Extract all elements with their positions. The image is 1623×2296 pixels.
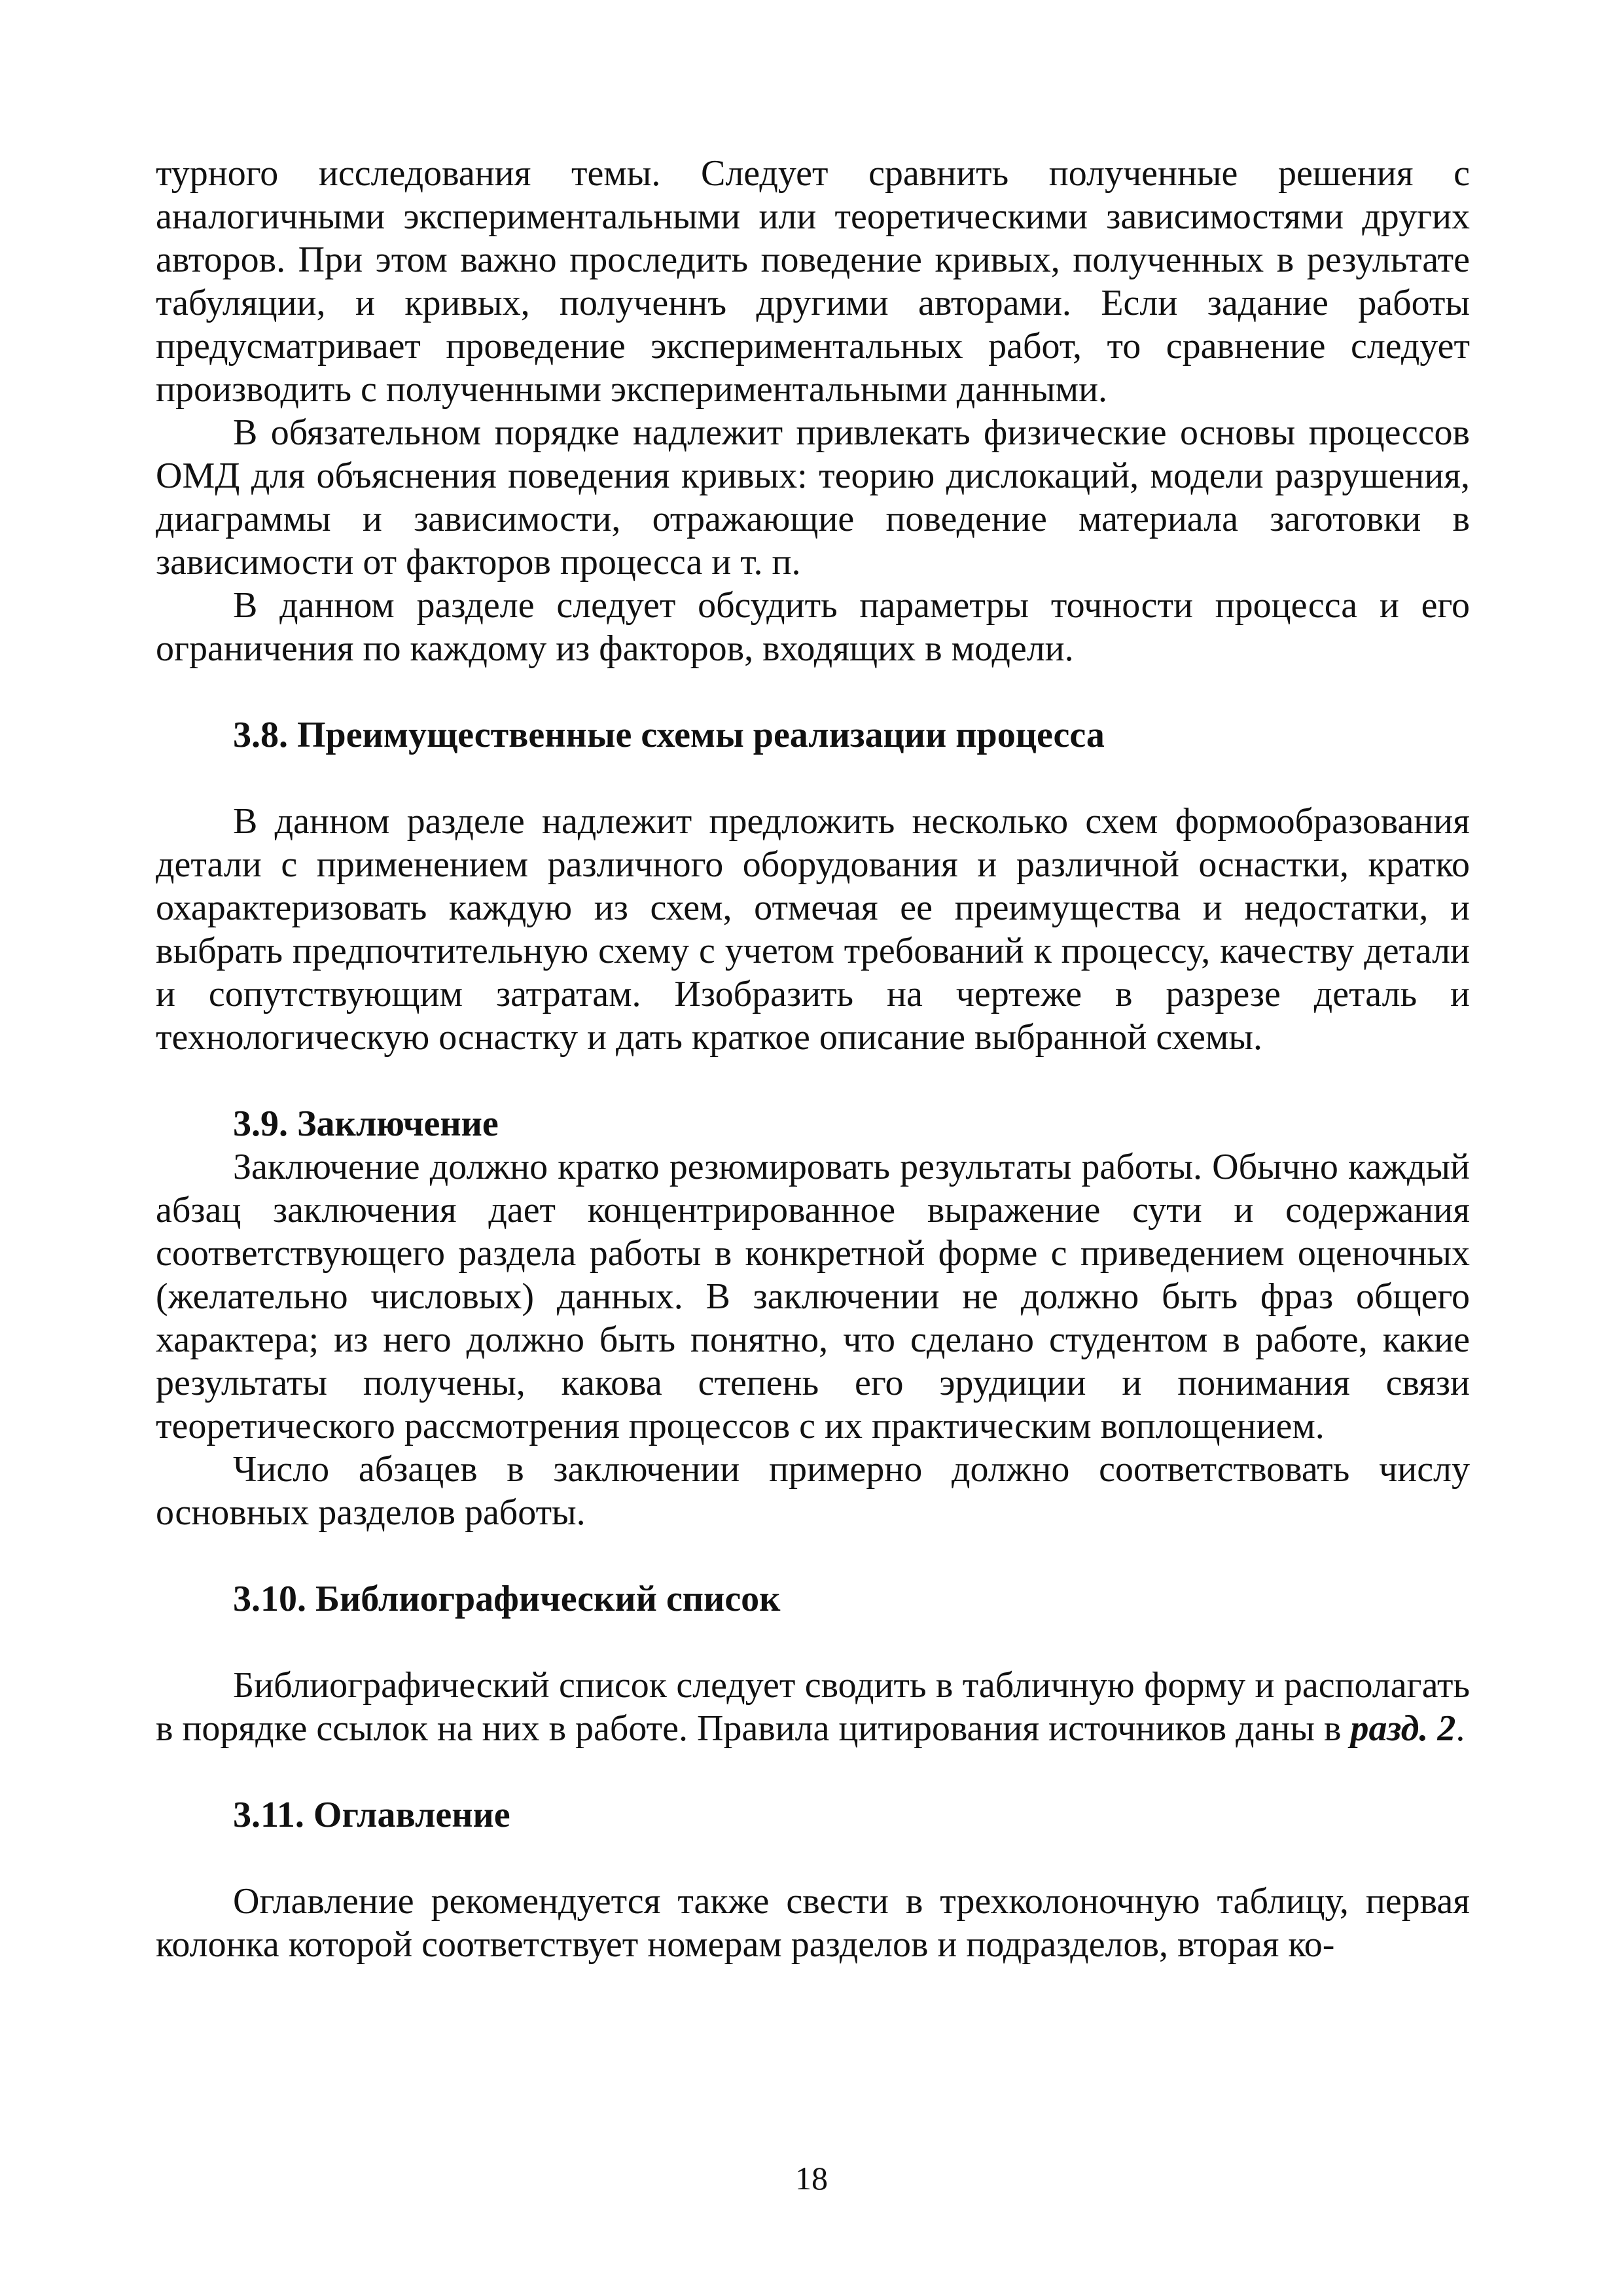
- section-heading-3-10: 3.10. Библиографический список: [233, 1579, 781, 1619]
- section-heading-3-8: 3.8. Преимущественные схемы реализации процесса: [233, 715, 1105, 755]
- paragraph-conclusion-count: Число абзацев в заключении примерно должно соответствовать числу основных разделов работы.: [156, 1449, 1470, 1533]
- page-number: 18: [795, 2160, 828, 2197]
- paragraph-accuracy: В данном разделе следует обсудить параметры точности процесса и его ограничения по каждому из факторов, входящих в модели.: [156, 585, 1470, 669]
- section-reference: разд. 2: [1350, 1708, 1456, 1749]
- paragraph-contents: Оглавление рекомендуется также свести в трехколоночную таблицу, первая колонка которой соответствует номерам разделов и подразделов, вторая ко-: [156, 1881, 1470, 1965]
- bibliography-end: .: [1455, 1708, 1465, 1749]
- paragraph-bibliography: [156, 1664, 1470, 1750]
- spacer: [156, 1059, 1470, 1102]
- spacer: [156, 1621, 1470, 1664]
- page-content: [156, 152, 1470, 1966]
- paragraph-physical-basis: В обязательном порядке надлежит привлекать физические основы процессов ОМД для объяснения поведения кривых: теорию дислокаций, модели разрушения, диаграммы и зависимости, отражающие поведение материала заготовки в зависимости от факторов процесса и т. п.: [156, 412, 1470, 583]
- bibliography-text: Библиографический список следует сводить в табличную форму и располагать в порядке ссылок на них в работе. Правила цитирования источников даны в: [156, 1665, 1470, 1749]
- spacer: [156, 670, 1470, 713]
- spacer: [156, 1750, 1470, 1793]
- section-heading-3-9: 3.9. Заключение: [233, 1103, 499, 1144]
- spacer: [156, 1837, 1470, 1880]
- spacer: [156, 1534, 1470, 1577]
- paragraph-schemes: В данном разделе надлежит предложить несколько схем формообразования детали с применением различного оборудования и различной оснастки, кратко охарактеризовать каждую из схем, отмечая ее преимущества и недостатки, и выбрать предпочтительную схему с учетом требований к процессу, качеству детали и сопутствующим затратам. Изобразить на чертеже в разрезе деталь и технологическую оснастку и дать краткое описание выбранной схемы.: [156, 801, 1470, 1058]
- paragraph-conclusion: Заключение должно кратко резюмировать результаты работы. Обычно каждый абзац заключения дает концентрированное выражение сути и содержания соответствующего раздела работы в конкретной форме с приведением оценочных (желательно числовых) данных. В заключении не должно быть фраз общего характера; из него должно быть понятно, что сделано студентом в работе, какие результаты получены, какова степень его эрудиции и понимания связи теоретического рассмотрения процессов с их практическим воплощением.: [156, 1147, 1470, 1446]
- spacer: [156, 757, 1470, 800]
- paragraph-continuation: турного исследования темы. Следует сравнить полученные решения с аналогичными экспериментальными или теоретическими зависимостями других авторов. При этом важно проследить поведение кривых, полученных в результате табуляции, и кривых, полученнъ другими авторами. Если задание работы предусматривает проведение экспериментальных работ, то сравнение следует производить с полученными экспериментальными данными.: [156, 153, 1470, 410]
- section-heading-3-11: 3.11. Оглавление: [233, 1795, 510, 1835]
